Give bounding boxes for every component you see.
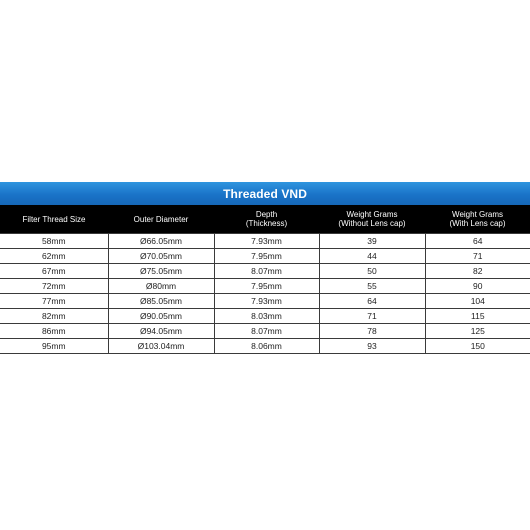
cell-outer-diameter: Ø80mm	[108, 279, 214, 294]
cell-weight-without-cap: 50	[319, 264, 425, 279]
cell-depth: 7.93mm	[214, 294, 319, 309]
header-weight-with-cap	[425, 205, 530, 234]
table-row	[0, 249, 530, 264]
header-line1: Weight Grams	[346, 210, 398, 219]
cell-weight-without-cap: 64	[319, 294, 425, 309]
table-row	[0, 234, 530, 249]
cell-depth: 8.06mm	[214, 339, 319, 354]
header-line1: Depth	[255, 210, 278, 219]
cell-outer-diameter: Ø85.05mm	[108, 294, 214, 309]
cell-weight-with-cap: 115	[425, 309, 530, 324]
header-line1: Outer Diameter	[133, 214, 189, 224]
cell-weight-without-cap: 44	[319, 249, 425, 264]
table-row	[0, 324, 530, 339]
header-outer-diameter	[108, 205, 214, 234]
cell-depth: 7.95mm	[214, 249, 319, 264]
cell-thread-size: 82mm	[0, 309, 108, 324]
table-header-row	[0, 205, 530, 234]
cell-thread-size: 62mm	[0, 249, 108, 264]
cell-depth: 8.07mm	[214, 264, 319, 279]
cell-depth: 7.95mm	[214, 279, 319, 294]
header-weight-without-cap	[319, 205, 425, 234]
header-line2: (With Lens cap)	[449, 219, 506, 228]
table-title: Threaded VND	[223, 186, 307, 201]
cell-weight-without-cap: 71	[319, 309, 425, 324]
header-line2: (Without Lens cap)	[338, 219, 406, 228]
header-line1: Weight Grams	[452, 210, 504, 219]
cell-thread-size: 77mm	[0, 294, 108, 309]
cell-thread-size: 95mm	[0, 339, 108, 354]
cell-depth: 8.03mm	[214, 309, 319, 324]
cell-weight-with-cap: 71	[425, 249, 530, 264]
cell-thread-size: 72mm	[0, 279, 108, 294]
spec-table	[0, 182, 530, 354]
cell-weight-without-cap: 93	[319, 339, 425, 354]
table-row	[0, 264, 530, 279]
cell-outer-diameter: Ø103.04mm	[108, 339, 214, 354]
cell-outer-diameter: Ø75.05mm	[108, 264, 214, 279]
table-row	[0, 279, 530, 294]
cell-weight-with-cap: 104	[425, 294, 530, 309]
header-line2: (Thickness)	[245, 219, 288, 228]
header-depth	[214, 205, 319, 234]
table-row	[0, 339, 530, 354]
header-line1: Filter Thread Size	[22, 214, 86, 224]
table-row	[0, 309, 530, 324]
table-title-row	[0, 182, 530, 205]
header-filter-thread-size	[0, 205, 108, 234]
cell-weight-without-cap: 78	[319, 324, 425, 339]
cell-depth: 7.93mm	[214, 234, 319, 249]
cell-weight-without-cap: 55	[319, 279, 425, 294]
cell-weight-with-cap: 82	[425, 264, 530, 279]
cell-outer-diameter: Ø90.05mm	[108, 309, 214, 324]
cell-outer-diameter: Ø94.05mm	[108, 324, 214, 339]
cell-weight-with-cap: 150	[425, 339, 530, 354]
cell-thread-size: 67mm	[0, 264, 108, 279]
cell-weight-with-cap: 90	[425, 279, 530, 294]
cell-weight-with-cap: 64	[425, 234, 530, 249]
cell-outer-diameter: Ø70.05mm	[108, 249, 214, 264]
table-row	[0, 294, 530, 309]
table-body	[0, 234, 530, 354]
cell-weight-without-cap: 39	[319, 234, 425, 249]
cell-thread-size: 58mm	[0, 234, 108, 249]
cell-weight-with-cap: 125	[425, 324, 530, 339]
cell-depth: 8.07mm	[214, 324, 319, 339]
cell-outer-diameter: Ø66.05mm	[108, 234, 214, 249]
cell-thread-size: 86mm	[0, 324, 108, 339]
